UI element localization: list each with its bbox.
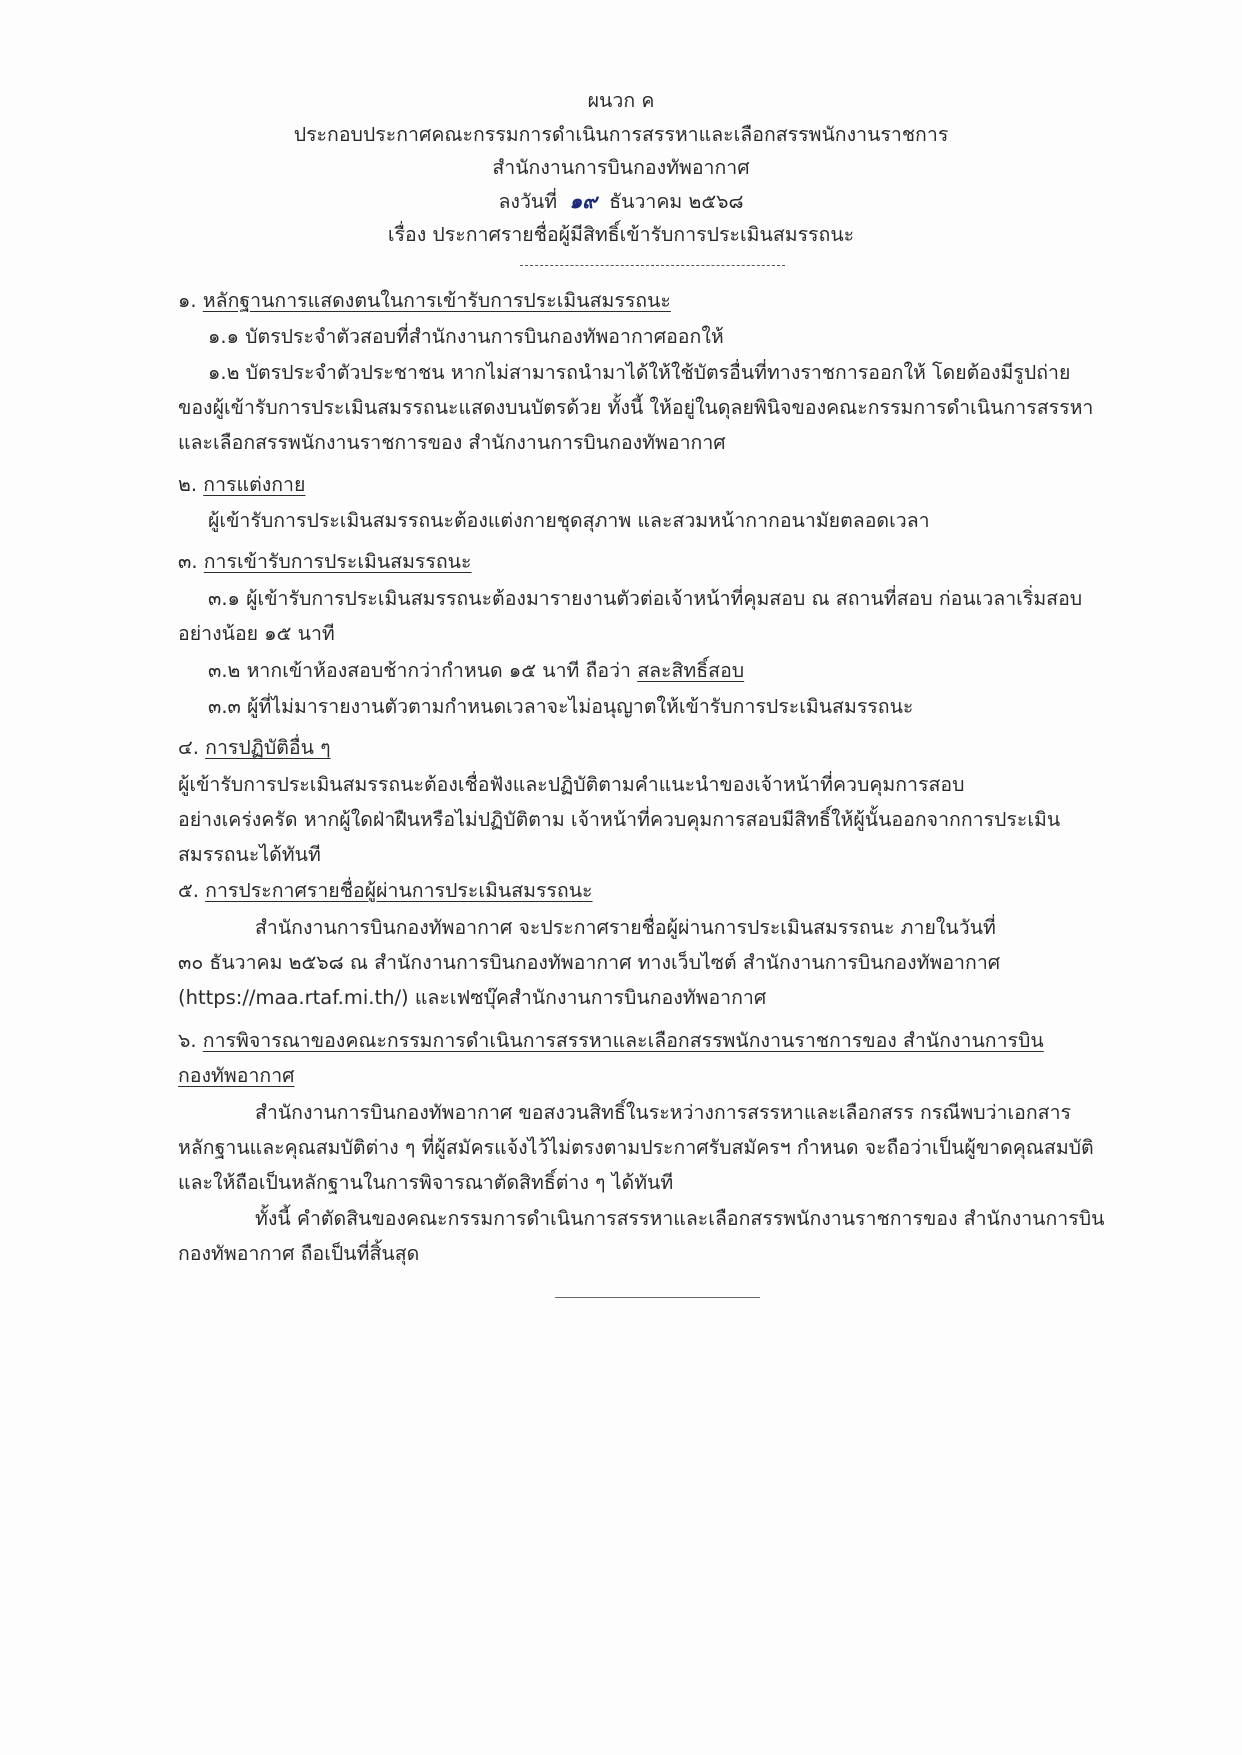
section-5-heading bbox=[178, 878, 1078, 904]
section-5-line-3: (https://maa.rtaf.mi.th/) และเฟซบุ๊คสำนักงานการบินกองทัพอากาศ bbox=[178, 986, 767, 1009]
section-6-p1-line-1: สำนักงานการบินกองทัพอากาศ ขอสงวนสิทธิ์ในระหว่างการสรรหาและเลือกสรร กรณีพบว่าเอกสาร bbox=[255, 1101, 1072, 1124]
section-1-item-2-line-2: ของผู้เข้ารับการประเมินสมรรถนะแสดงบนบัตรด้วย ทั้งนี้ ให้อยู่ในดุลยพินิจของคณะกรรมการดำเนินการสรรหา bbox=[178, 396, 1094, 419]
section-6-title-line-1: การพิจารณาของคณะกรรมการดำเนินการสรรหาและเลือกสรรพนักงานราชการของ สำนักงานการบิน bbox=[202, 1029, 1044, 1052]
section-1-item-1: ๑.๑ บัตรประจำตัวสอบที่สำนักงานการบินกองทัพอากาศออกให้ bbox=[208, 325, 724, 348]
section-1-item-2-line-1: ๑.๒ บัตรประจำตัวประชาชน หากไม่สามารถนำมาได้ให้ใช้บัตรอื่นที่ทางราชการออกให้ โดยต้องมีรูปถ่าย bbox=[208, 361, 1071, 384]
section-4-line-2: อย่างเคร่งครัด หากผู้ใดฝ่าฝืนหรือไม่ปฏิบัติตาม เจ้าหน้าที่ควบคุมการสอบมีสิทธิ์ให้ผู้นั้นออกจากการประเมิน bbox=[178, 808, 1061, 831]
section-2-body: ผู้เข้ารับการประเมินสมรรถนะต้องแต่งกายชุดสุภาพ และสวมหน้ากากอนามัยตลอดเวลา bbox=[208, 509, 930, 532]
footer-divider bbox=[555, 1297, 760, 1298]
section-3-number: ๓. bbox=[178, 550, 198, 573]
section-3-item-1-line-2: อย่างน้อย ๑๕ นาที bbox=[178, 622, 335, 645]
section-3-heading bbox=[178, 549, 1078, 575]
date-prefix: ลงวันที่ bbox=[498, 190, 558, 213]
section-6-p1-line-2: หลักฐานและคุณสมบัติต่าง ๆ ที่ผู้สมัครแจ้งไว้ไม่ตรงตามประกาศรับสมัครฯ กำหนด จะถือว่าเป็นผู้ขาดคุณสมบัติ bbox=[178, 1136, 1094, 1159]
section-4-title: การปฏิบัติอื่น ๆ bbox=[205, 736, 331, 759]
section-3-item-2-text: ๓.๒ หากเข้าห้องสอบช้ากว่ากำหนด ๑๕ นาที ถือว่า bbox=[208, 659, 638, 682]
forfeit-exam-right: สละสิทธิ์สอบ bbox=[637, 659, 745, 682]
section-5-line-1: สำนักงานการบินกองทัพอากาศ จะประกาศรายชื่อผู้ผ่านการประเมินสมรรถนะ ภายในวันที่ bbox=[255, 916, 996, 939]
appendix-label: ผนวก ค bbox=[587, 89, 655, 112]
section-1-title: หลักฐานการแสดงตนในการเข้ารับการประเมินสมรรถนะ bbox=[202, 289, 671, 312]
section-1-number: ๑. bbox=[178, 289, 197, 312]
attached-to-heading: ประกอบประกาศคณะกรรมการดำเนินการสรรหาและเลือกสรรพนักงานราชการ bbox=[293, 123, 949, 146]
header-divider bbox=[520, 265, 785, 266]
section-2-title: การแต่งกาย bbox=[203, 473, 306, 496]
section-6-p2-line-1: ทั้งนี้ คำตัดสินของคณะกรรมการดำเนินการสรรหาและเลือกสรรพนักงานราชการของ สำนักงานการบิน bbox=[255, 1207, 1105, 1230]
section-6-number: ๖. bbox=[178, 1029, 197, 1052]
section-6-heading-line-2 bbox=[178, 1063, 1078, 1089]
section-1-item-2-line-3: และเลือกสรรพนักงานราชการของ สำนักงานการบินกองทัพอากาศ bbox=[178, 431, 726, 454]
section-3-title: การเข้ารับการประเมินสมรรถนะ bbox=[203, 550, 472, 573]
section-4-line-1: ผู้เข้ารับการประเมินสมรรถนะต้องเชื่อฟังและปฏิบัติตามคำแนะนำของเจ้าหน้าที่ควบคุมการสอบ bbox=[178, 773, 965, 796]
office-heading: สำนักงานการบินกองทัพอากาศ bbox=[492, 156, 750, 179]
section-5-number: ๕. bbox=[178, 879, 199, 902]
handwritten-day: ๑๙ bbox=[569, 189, 597, 213]
section-2-heading bbox=[178, 472, 1078, 498]
section-3-item-3: ๓.๓ ผู้ที่ไม่มารายงานตัวตามกำหนดเวลาจะไม่อนุญาตให้เข้ารับการประเมินสมรรถนะ bbox=[208, 695, 914, 718]
section-6-p1-line-3: และให้ถือเป็นหลักฐานในการพิจารณาตัดสิทธิ์ต่าง ๆ ได้ทันที bbox=[178, 1171, 674, 1194]
subject-heading: เรื่อง ประกาศรายชื่อผู้มีสิทธิ์เข้ารับการประเมินสมรรถนะ bbox=[387, 223, 855, 246]
section-4-line-3: สมรรถนะได้ทันที bbox=[178, 843, 321, 866]
section-6-heading-line-1 bbox=[178, 1028, 1124, 1054]
section-6-title-line-2: กองทัพอากาศ bbox=[178, 1064, 295, 1087]
section-4-number: ๔. bbox=[178, 736, 199, 759]
section-6-p2-line-2: กองทัพอากาศ ถือเป็นที่สิ้นสุด bbox=[178, 1242, 420, 1265]
section-2-number: ๒. bbox=[178, 473, 198, 496]
date-suffix: ธันวาคม ๒๕๖๘ bbox=[609, 190, 744, 213]
date-line bbox=[0, 188, 1242, 215]
section-5-line-2: ๓๐ ธันวาคม ๒๕๖๘ ณ สำนักงานการบินกองทัพอากาศ ทางเว็บไซต์ สำนักงานการบินกองทัพอากาศ bbox=[178, 951, 1001, 974]
section-1-heading bbox=[178, 288, 1078, 314]
section-3-item-1-line-1: ๓.๑ ผู้เข้ารับการประเมินสมรรถนะต้องมารายงานตัวต่อเจ้าหน้าที่คุมสอบ ณ สถานที่สอบ ก่อนเวลาเริ่มสอบ bbox=[208, 587, 1083, 610]
section-5-title: การประกาศรายชื่อผู้ผ่านการประเมินสมรรถนะ bbox=[205, 879, 593, 902]
section-3-item-2 bbox=[208, 658, 1108, 684]
section-4-heading bbox=[178, 735, 1078, 761]
